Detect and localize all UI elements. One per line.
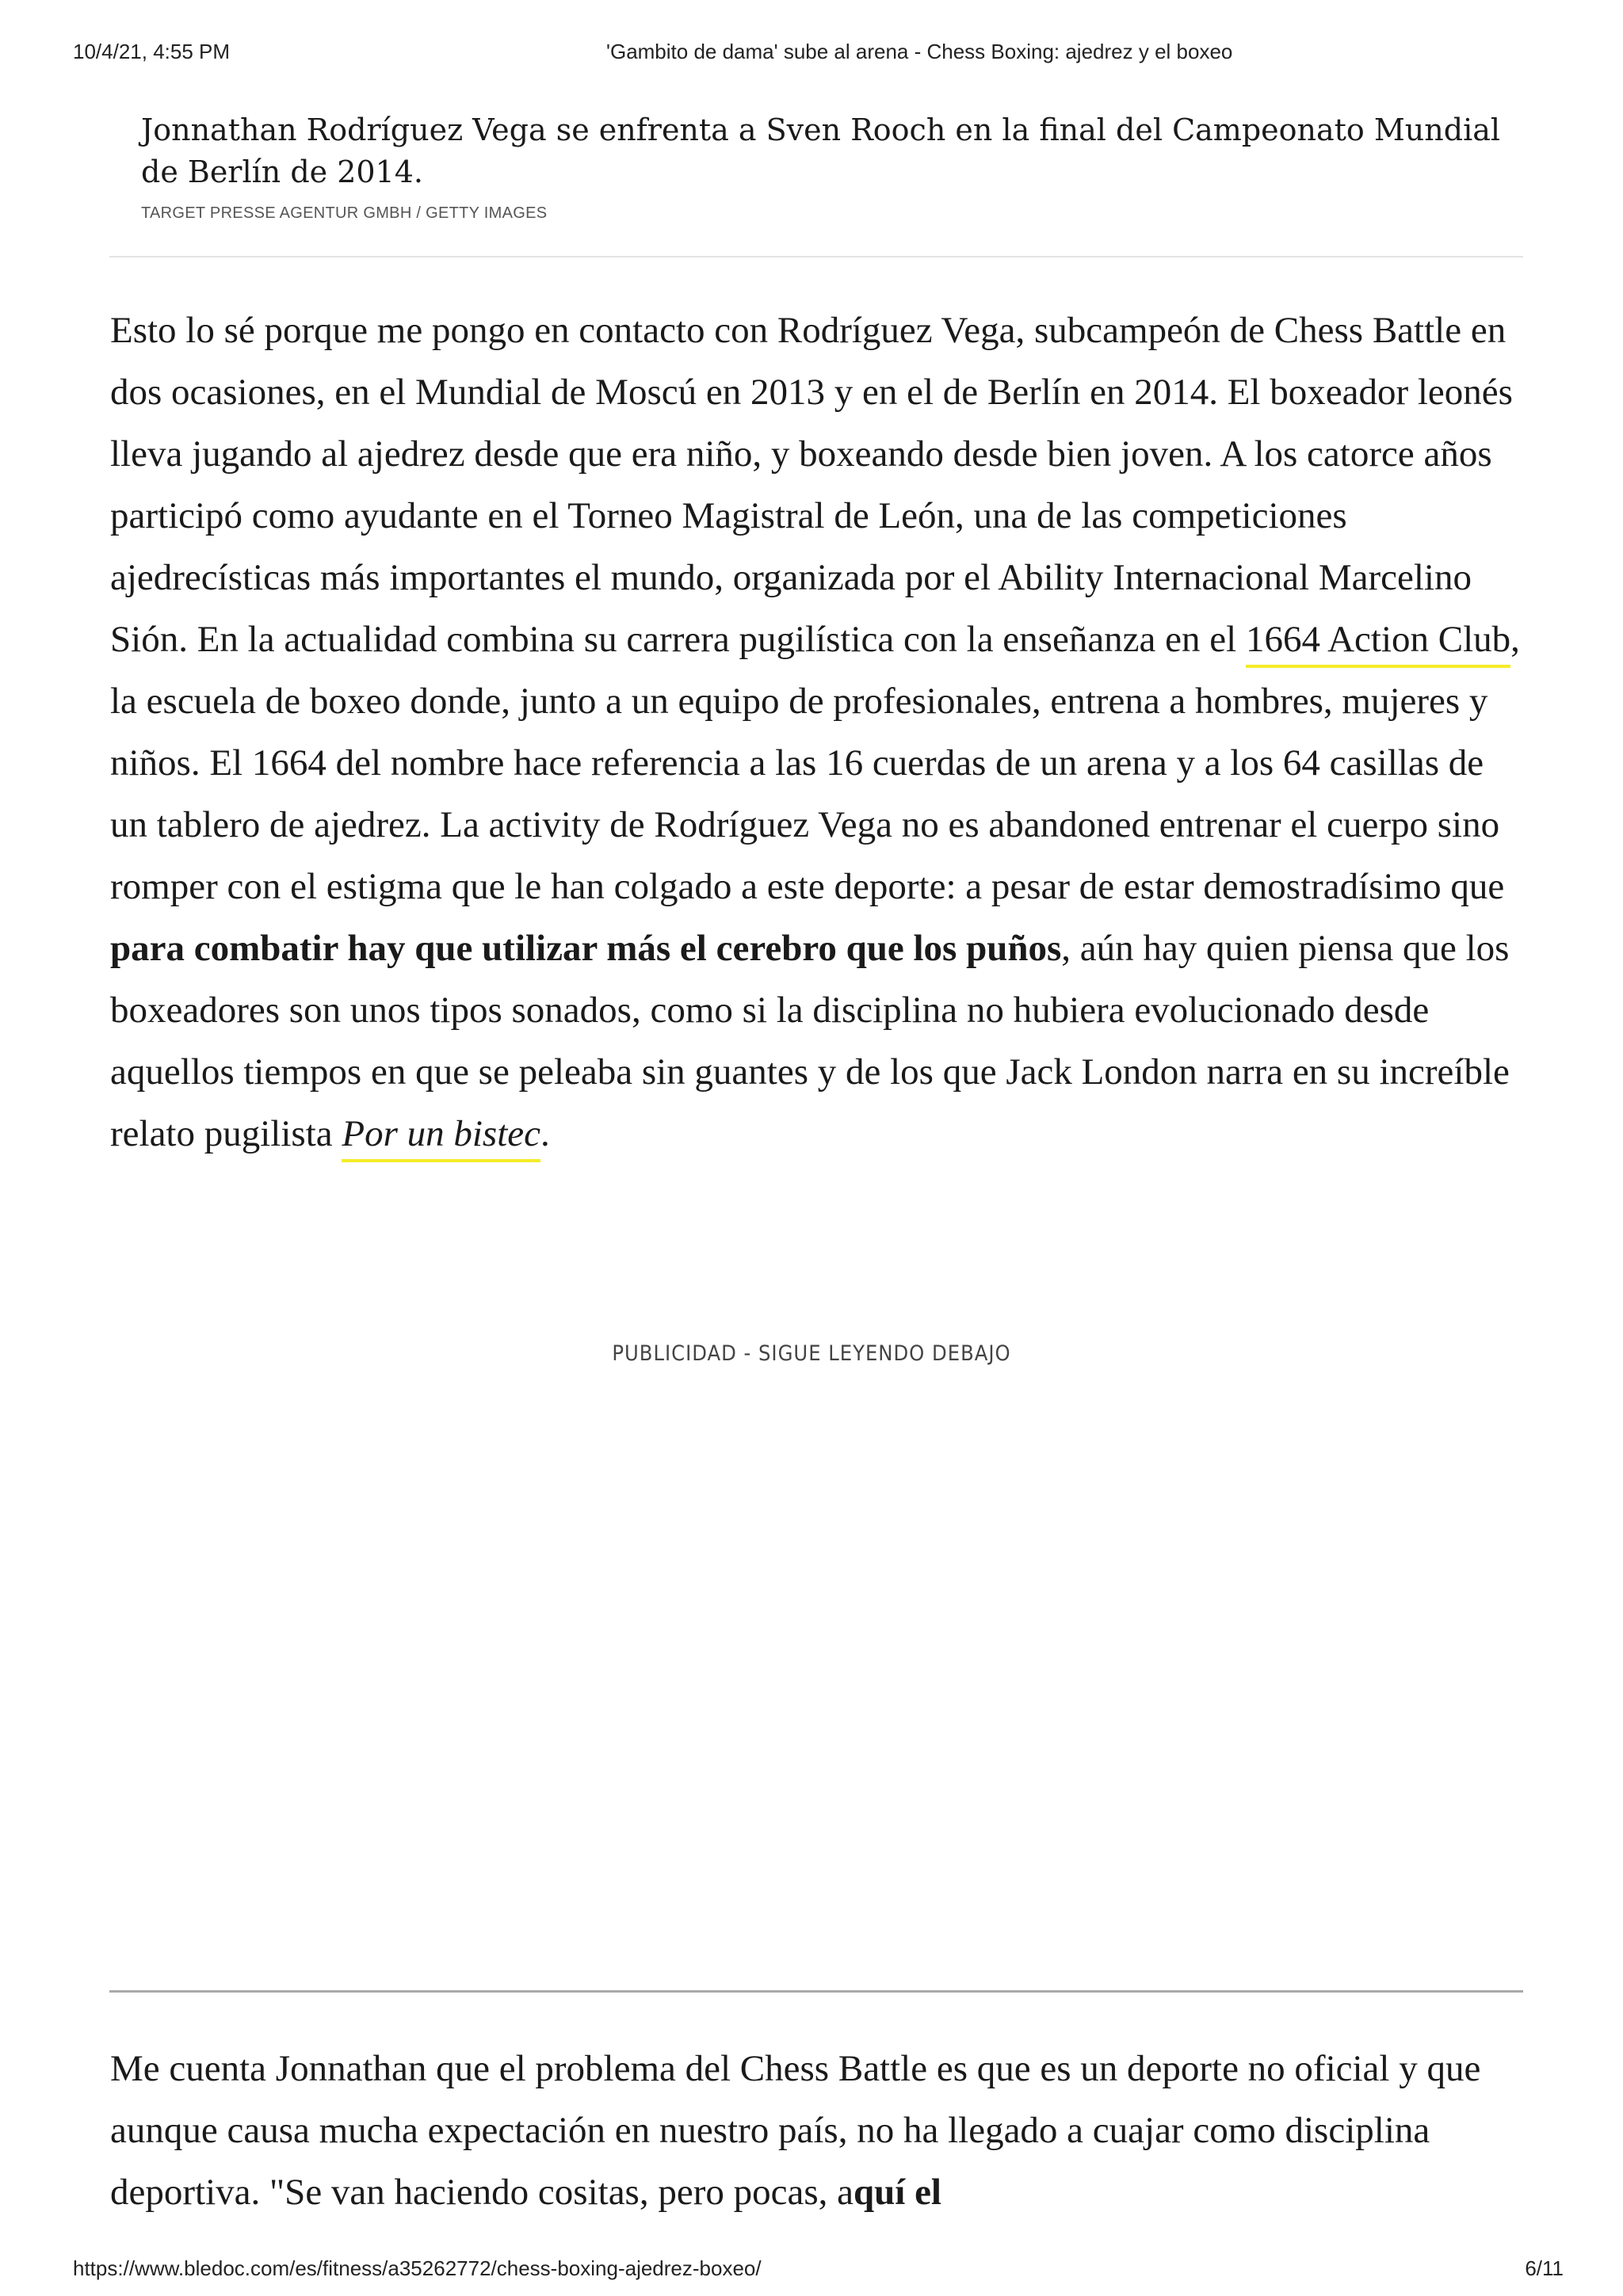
link-italic-text: Por un bistec bbox=[342, 1113, 541, 1154]
image-caption: Jonnathan Rodríguez Vega se enfrenta a Sven Rooch en la final del Campeonato Mundial de Berlín de 2014. bbox=[141, 113, 1501, 189]
paragraph-text: Esto lo sé porque me pongo en contacto con Rodríguez Vega, subcampeón de Chess Battle en dos ocasiones, en el Mundial de Moscú en 2013 y en el de Berlín en 2014. El boxeador leonés lleva jugando al ajedrez desde que era niño, y boxeando desde bien joven. A los catorce años participó como ayudante en el Torneo Magistral de León, una de las competiciones ajedrecísticas más importantes el mundo, organizada por el Ability Internacional Marcelino Sión. En la actualidad combina su carrera pugilística con la enseñanza en el bbox=[110, 310, 1513, 660]
bold-emphasis: para combatir hay que utilizar más el cerebro que los puños bbox=[110, 928, 1062, 969]
caption-divider bbox=[109, 256, 1523, 257]
paragraph-text: , la escuela de boxeo donde, junto a un equipo de profesionales, entrena a hombres, mujeres y niños. El 1664 del nombre hace referencia a las 16 cuerdas de un arena y a los 64 casillas de un tablero de ajedrez. La activity de Rodríguez Vega no es abandoned entrenar el cuerpo sino romper con el estigma que le han colgado a este deporte: a pesar de estar demostradísimo que bbox=[110, 619, 1520, 907]
bold-emphasis: quí el bbox=[853, 2172, 941, 2213]
print-datetime: 10/4/21, 4:55 PM bbox=[73, 40, 231, 63]
paragraph-text: . bbox=[540, 1113, 550, 1154]
image-credit: TARGET PRESSE AGENTUR GMBH / GETTY IMAGES bbox=[141, 204, 548, 222]
article-paragraph bbox=[110, 299, 1529, 1165]
paragraph-text: Me cuenta Jonnathan que el problema del Chess Battle es que es un deporte no oficial y que aunque causa mucha expectación en nuestro país, no ha llegado a cuajar como disciplina deportiva. "Se van haciendo cositas, pero pocas, a bbox=[110, 2048, 1481, 2213]
ad-label: PUBLICIDAD - SIGUE LEYENDO DEBAJO bbox=[612, 1341, 1011, 1366]
ad-divider bbox=[109, 1990, 1523, 1993]
action-club-link[interactable]: 1664 Action Club bbox=[1246, 619, 1510, 668]
por-un-bistec-link[interactable] bbox=[342, 1113, 540, 1162]
article-paragraph bbox=[110, 2038, 1529, 2223]
paragraph-text: , aún hay quien piensa que los boxeadores son unos tipos sonados, como si la disciplina no hubiera evolucionado desde aquellos tiempos en que se peleaba sin guantes y de los que Jack London narra en su increíble relato pugilista bbox=[110, 928, 1510, 1154]
print-url: https://www.bledoc.com/es/fitness/a35262772/chess-boxing-ajedrez-boxeo/ bbox=[73, 2256, 762, 2280]
print-page-title: 'Gambito de dama' sube al arena - Chess Boxing: ajedrez y el boxeo bbox=[606, 40, 1233, 63]
print-page-number: 6/11 bbox=[1525, 2256, 1564, 2280]
